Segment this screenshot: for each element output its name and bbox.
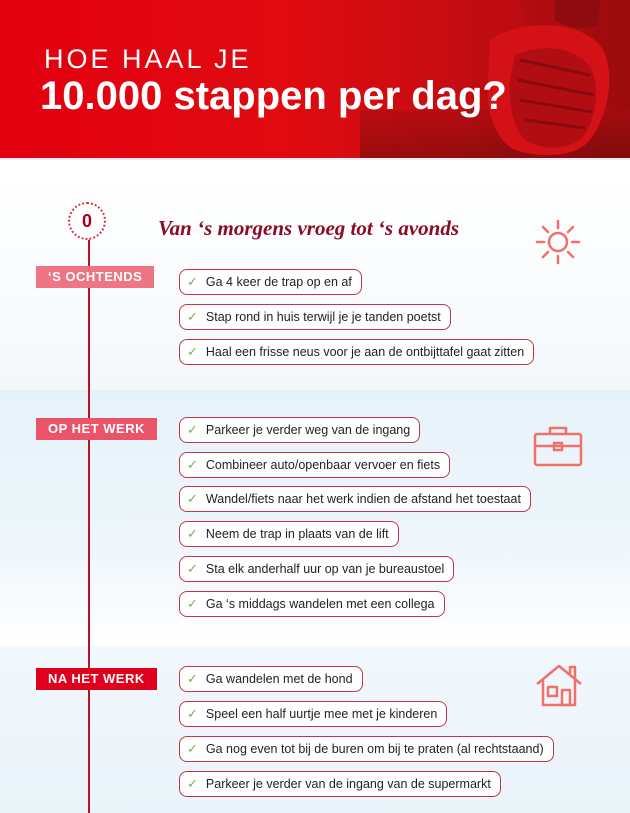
tip-item (179, 771, 501, 797)
tip-item (179, 736, 554, 762)
header-banner (0, 0, 630, 158)
subtitle: Van ‘s morgens vroeg tot ‘s avonds (158, 216, 460, 240)
section-label-morning: ‘S OCHTENDS (36, 266, 154, 288)
tip-text: Haal een frisse neus voor je aan de ontbijttafel gaat zitten (205, 345, 525, 359)
tip-text: Neem de trap in plaats van de lift (205, 527, 389, 541)
timeline-line (88, 236, 90, 813)
check-icon: ✓ (187, 457, 198, 473)
check-icon: ✓ (187, 561, 198, 577)
tip-item (179, 486, 531, 512)
check-icon: ✓ (187, 741, 198, 757)
tip-item (179, 556, 454, 582)
tip-item (179, 701, 447, 727)
tip-text: Parkeer je verder weg van de ingang (205, 423, 411, 437)
tip-text: Ga 4 keer de trap op en af (205, 275, 352, 289)
tip-text: Stap rond in huis terwijl je je tanden poetst (205, 310, 441, 324)
check-icon: ✓ (187, 596, 198, 612)
tip-item (179, 521, 399, 547)
header-divider (0, 158, 630, 176)
header-title: 10.000 stappen per dag? (40, 74, 507, 118)
tip-item (179, 417, 420, 443)
tip-text: Ga nog even tot bij de buren om bij te praten (al rechtstaand) (205, 742, 544, 756)
section-label-evening: NA HET WERK (36, 668, 157, 690)
check-icon: ✓ (187, 344, 198, 360)
house-icon (534, 662, 584, 708)
tip-item (179, 339, 534, 365)
check-icon: ✓ (187, 491, 198, 507)
check-icon: ✓ (187, 274, 198, 290)
tip-item (179, 666, 363, 692)
step-circle (68, 202, 106, 240)
check-icon: ✓ (187, 776, 198, 792)
tip-text: Speel een half uurtje mee met je kinderen (205, 707, 438, 721)
check-icon: ✓ (187, 671, 198, 687)
check-icon: ✓ (187, 422, 198, 438)
tip-item (179, 452, 450, 478)
tip-item (179, 304, 451, 330)
tip-item (179, 269, 362, 295)
tip-text: Ga ‘s middags wandelen met een collega (205, 597, 435, 611)
header-kicker: HOE HAAL JE (44, 44, 252, 74)
tip-text: Sta elk anderhalf uur op van je bureaustoel (205, 562, 445, 576)
briefcase-icon (532, 424, 584, 468)
tip-text: Wandel/fiets naar het werk indien de afstand het toestaat (205, 492, 521, 506)
step-number: 0 (81, 211, 92, 231)
section-label-work: OP HET WERK (36, 418, 157, 440)
check-icon: ✓ (187, 526, 198, 542)
tip-item (179, 591, 445, 617)
sun-icon (534, 218, 582, 266)
check-icon: ✓ (187, 706, 198, 722)
check-icon: ✓ (187, 309, 198, 325)
tip-text: Parkeer je verder van de ingang van de supermarkt (205, 777, 491, 791)
tip-text: Ga wandelen met de hond (205, 672, 353, 686)
tip-text: Combineer auto/openbaar vervoer en fiets (205, 458, 441, 472)
